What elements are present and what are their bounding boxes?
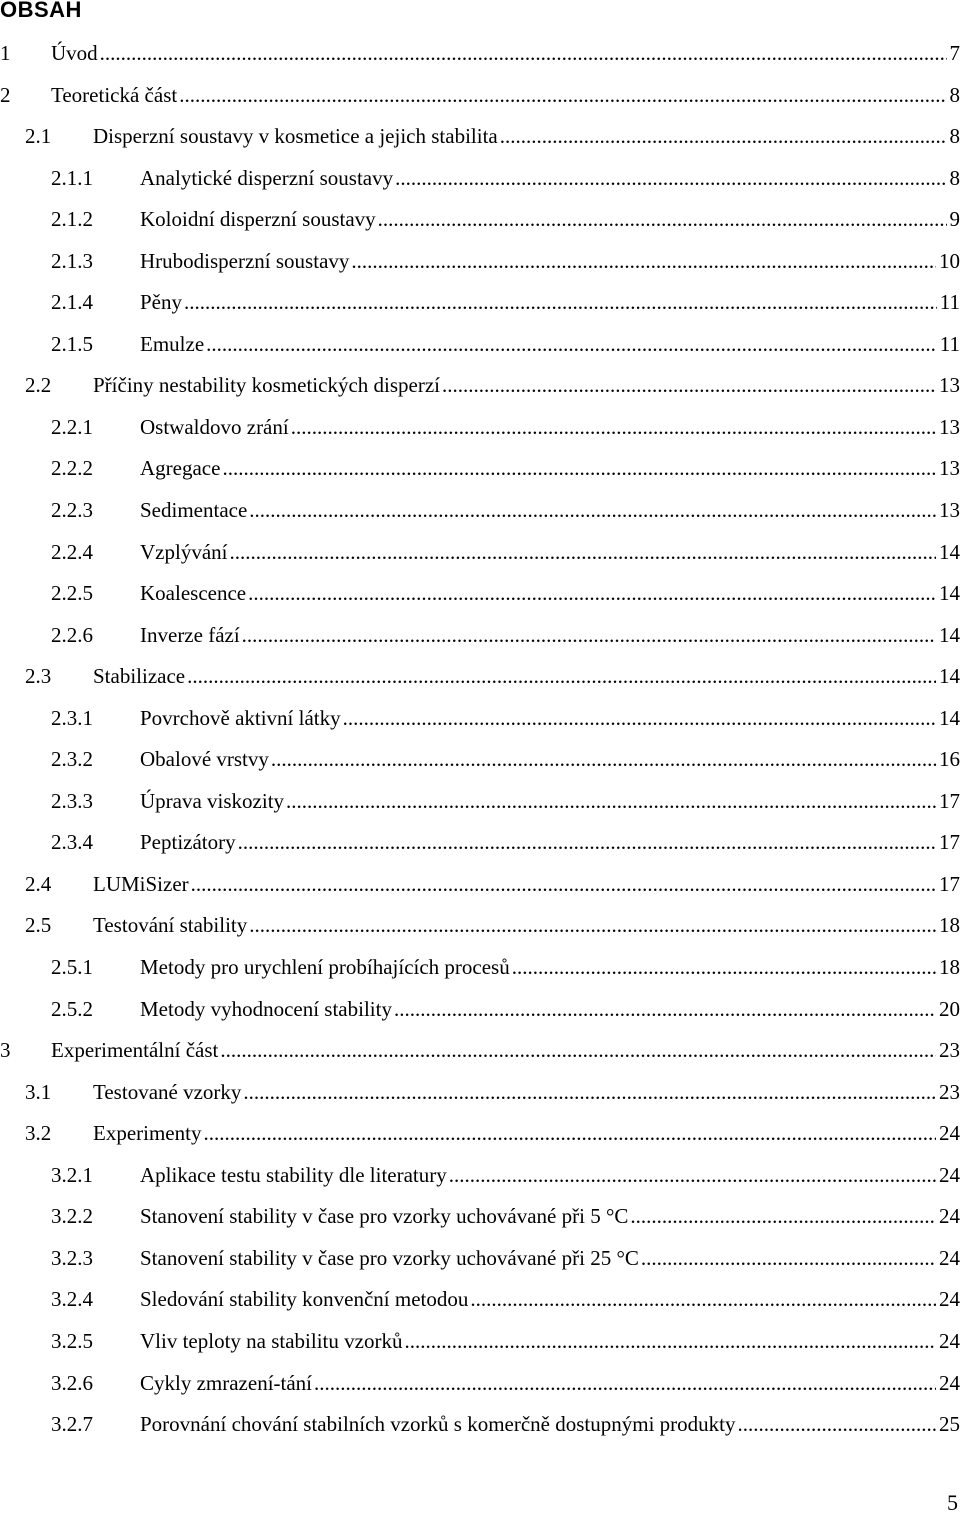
toc-entry-line: [93, 656, 960, 698]
toc-entry-line: [140, 739, 960, 781]
toc-entry-line: [140, 615, 960, 657]
toc-entry-line: [140, 448, 960, 490]
toc-entry-page: 8: [949, 82, 960, 107]
toc-entry[interactable]: [0, 739, 960, 781]
toc-entry-number: 3: [0, 1038, 11, 1063]
toc-entry-page: 24: [939, 1204, 960, 1229]
toc-dot-leader: [404, 1321, 936, 1363]
toc-entry-number: 2.3.4: [51, 830, 93, 855]
toc-entry[interactable]: [0, 532, 960, 574]
toc-entry[interactable]: [0, 448, 960, 490]
toc-entry-page: 7: [949, 41, 960, 65]
toc-entry-line: [140, 1238, 960, 1280]
toc-entry-label: Testování stability: [93, 913, 248, 938]
toc-dot-leader: [100, 33, 947, 75]
toc-entry-page: 18: [939, 955, 960, 980]
toc-entry-line: [51, 1030, 960, 1072]
toc-entry[interactable]: [0, 490, 960, 532]
toc-dot-leader: [187, 656, 936, 698]
toc-entry-number: 2.1.4: [51, 290, 93, 315]
toc-entry-page: 24: [939, 1370, 960, 1395]
toc-entry-number: 2.2.5: [51, 581, 93, 606]
toc-entry[interactable]: [0, 615, 960, 657]
toc-entry-number: 2.3.1: [51, 705, 93, 730]
toc-entry-number: 3.2.1: [51, 1162, 93, 1187]
toc-entry-line: [140, 1363, 960, 1405]
toc-entry-number: 2: [0, 82, 11, 107]
toc-entry-number: 3.2.5: [51, 1328, 93, 1353]
toc-entry-number: 2.1.3: [51, 248, 93, 273]
toc-dot-leader: [184, 282, 937, 324]
toc-entry-number: 3.1: [25, 1079, 52, 1104]
toc-entry-page: 25: [939, 1412, 960, 1437]
toc-entry-page: 10: [939, 248, 960, 273]
toc-entry-page: 17: [939, 788, 960, 813]
toc-entry-label: Teoretická část: [51, 82, 178, 107]
toc-entry-page: 17: [939, 871, 960, 896]
toc-entry-line: [140, 532, 960, 574]
toc-entry-label: Peptizátory: [140, 830, 236, 855]
toc-entry-page: 13: [939, 456, 960, 481]
toc-dot-leader: [238, 822, 936, 864]
toc-entry-number: 3.2.3: [51, 1245, 93, 1270]
toc-dot-leader: [206, 324, 937, 366]
toc-entry-label: Obalové vrstvy: [140, 747, 269, 772]
toc-entry-line: [51, 75, 960, 117]
toc-entry[interactable]: [0, 1279, 960, 1321]
toc-entry-label: Koloidní disperzní soustavy: [140, 207, 376, 232]
toc-entry-line: [93, 1072, 960, 1114]
toc-entry-label: Aplikace testu stability dle literatury: [140, 1162, 447, 1187]
toc-entry-number: 2.5.2: [51, 996, 93, 1021]
page-number: 5: [947, 1490, 958, 1515]
toc-dot-leader: [512, 947, 936, 989]
toc-entry-page: 11: [939, 331, 960, 356]
toc-entry-line: [140, 407, 960, 449]
toc-entry-page: 24: [939, 1162, 960, 1187]
toc-entry-page: 13: [939, 373, 960, 398]
toc-entry[interactable]: [0, 1155, 960, 1197]
toc-entry[interactable]: [0, 116, 960, 158]
toc-dot-leader: [449, 1155, 936, 1197]
toc-entry-label: Cykly zmrazení-tání: [140, 1370, 313, 1395]
toc-dot-leader: [220, 1030, 936, 1072]
toc-entry-page: 14: [939, 581, 960, 606]
toc-dot-leader: [378, 199, 947, 241]
toc-entry-line: [93, 864, 960, 906]
toc-entry[interactable]: [0, 407, 960, 449]
toc-entry-label: Vzplývání: [140, 539, 228, 564]
toc-entry-number: 2.2: [25, 373, 52, 398]
toc-entry-number: 1: [0, 41, 11, 65]
toc-entry-number: 2.3: [25, 664, 52, 689]
toc-entry-number: 2.1.5: [51, 331, 93, 356]
toc-entry[interactable]: [0, 1238, 960, 1280]
toc-entry-label: Stanovení stability v čase pro vzorky uchovávané při 25 °C: [140, 1245, 639, 1270]
toc-entry-page: 17: [939, 830, 960, 855]
toc-entry-label: LUMiSizer: [93, 871, 189, 896]
toc-entry-line: [140, 947, 960, 989]
toc-entry-label: Metody vyhodnocení stability: [140, 996, 392, 1021]
toc-entry-number: 2.1: [25, 124, 52, 149]
toc-entry-label: Experimentální část: [51, 1038, 219, 1063]
toc-entry-label: Testované vzorky: [93, 1079, 242, 1104]
toc-entry-label: Emulze: [140, 331, 205, 356]
toc-entry-page: 8: [949, 124, 960, 149]
toc-entry-page: 14: [939, 539, 960, 564]
toc-entry[interactable]: [0, 656, 960, 698]
toc-entry-label: Úvod: [51, 41, 98, 65]
toc-entry-page: 16: [939, 747, 960, 772]
toc-entry-label: Metody pro urychlení probíhajících procesů: [140, 955, 510, 980]
toc-entry[interactable]: [0, 158, 960, 200]
toc-entry[interactable]: [0, 698, 960, 740]
toc-entry-number: 2.1.2: [51, 207, 93, 232]
toc-entry-label: Agregace: [140, 456, 221, 481]
toc-entry[interactable]: [0, 1196, 960, 1238]
toc-entry-page: 24: [939, 1121, 960, 1146]
toc-list: [0, 33, 960, 1446]
toc-entry-line: [140, 1155, 960, 1197]
toc-title: OBSAH: [0, 0, 82, 22]
toc-dot-leader: [242, 615, 936, 657]
toc-entry-number: 2.3.3: [51, 788, 93, 813]
toc-entry-label: Hrubodisperzní soustavy: [140, 248, 350, 273]
toc-entry[interactable]: [0, 781, 960, 823]
toc-entry[interactable]: [0, 1113, 960, 1155]
toc-entry-label: Sledování stability konvenční metodou: [140, 1287, 469, 1312]
toc-entry-line: [93, 1113, 960, 1155]
toc-entry-number: 2.2.4: [51, 539, 93, 564]
toc-entry-page: 13: [939, 498, 960, 523]
toc-entry-number: 2.1.1: [51, 165, 93, 190]
toc-entry-label: Stabilizace: [93, 664, 186, 689]
toc-entry[interactable]: [0, 365, 960, 407]
toc-entry-page: 11: [939, 290, 960, 315]
toc-entry-line: [140, 573, 960, 615]
toc-entry-page: 13: [939, 414, 960, 439]
toc-entry-page: 9: [949, 207, 960, 232]
toc-entry-page: 23: [939, 1038, 960, 1063]
toc-dot-leader: [203, 1113, 936, 1155]
toc-entry-line: [140, 1279, 960, 1321]
toc-entry-page: 14: [939, 705, 960, 730]
toc-entry-line: [140, 989, 960, 1031]
toc-entry-number: 2.2.1: [51, 414, 93, 439]
toc-dot-leader: [286, 781, 936, 823]
toc-entry[interactable]: [0, 282, 960, 324]
toc-entry[interactable]: [0, 864, 960, 906]
toc-entry[interactable]: [0, 33, 960, 75]
toc-entry[interactable]: [0, 1404, 960, 1446]
toc-dot-leader: [630, 1196, 936, 1238]
toc-entry-number: 3.2.7: [51, 1412, 93, 1437]
toc-dot-leader: [351, 241, 936, 283]
toc-entry-number: 3.2.6: [51, 1370, 93, 1395]
toc-entry-line: [140, 199, 960, 241]
toc-entry-line: [51, 33, 960, 75]
toc-entry-line: [93, 116, 960, 158]
toc-entry-line: [140, 490, 960, 532]
toc-entry-number: 2.5: [25, 913, 52, 938]
toc-entry-page: 23: [939, 1079, 960, 1104]
toc-entry-label: Povrchově aktivní látky: [140, 705, 341, 730]
toc-dot-leader: [470, 1279, 936, 1321]
toc-entry-number: 3.2.4: [51, 1287, 93, 1312]
toc-entry[interactable]: [0, 947, 960, 989]
toc-entry-line: [140, 241, 960, 283]
toc-entry-number: 3.2.2: [51, 1204, 93, 1229]
toc-entry-number: 2.2.2: [51, 456, 93, 481]
toc-entry-label: Analytické disperzní soustavy: [140, 165, 394, 190]
toc-entry-page: 20: [939, 996, 960, 1021]
toc-entry-number: 2.4: [25, 871, 52, 896]
toc-dot-leader: [291, 407, 936, 449]
toc-dot-leader: [738, 1404, 937, 1446]
toc-entry-number: 2.2.6: [51, 622, 93, 647]
toc-dot-leader: [249, 490, 936, 532]
toc-entry-line: [140, 822, 960, 864]
toc-entry-line: [93, 905, 960, 947]
toc-entry[interactable]: [0, 324, 960, 366]
toc-entry[interactable]: [0, 1321, 960, 1363]
toc-entry-page: 24: [939, 1245, 960, 1270]
toc-entry-number: 2.5.1: [51, 955, 93, 980]
toc-entry-line: [140, 1404, 960, 1446]
toc-dot-leader: [179, 75, 946, 117]
toc-entry-number: 2.3.2: [51, 747, 93, 772]
toc-entry-line: [140, 158, 960, 200]
toc-entry[interactable]: [0, 573, 960, 615]
toc-entry-line: [140, 698, 960, 740]
toc-entry[interactable]: [0, 241, 960, 283]
toc-entry[interactable]: [0, 989, 960, 1031]
toc-entry-label: Úprava viskozity: [140, 788, 285, 813]
toc-entry-line: [140, 1321, 960, 1363]
toc-entry-label: Stanovení stability v čase pro vzorky uchovávané při 5 °C: [140, 1204, 629, 1229]
toc-dot-leader: [243, 1072, 936, 1114]
toc-entry-label: Inverze fází: [140, 622, 240, 647]
toc-entry-page: 24: [939, 1328, 960, 1353]
toc-entry-page: 24: [939, 1287, 960, 1312]
toc-entry-line: [140, 324, 960, 366]
toc-entry-label: Ostwaldovo zrání: [140, 414, 289, 439]
toc-dot-leader: [343, 698, 936, 740]
toc-dot-leader: [394, 989, 936, 1031]
toc-dot-leader: [248, 573, 936, 615]
toc-dot-leader: [229, 532, 936, 574]
toc-dot-leader: [249, 905, 936, 947]
toc-dot-leader: [314, 1363, 936, 1405]
toc-entry-label: Vliv teploty na stabilitu vzorků: [140, 1328, 403, 1353]
toc-entry[interactable]: [0, 1030, 960, 1072]
toc-entry-label: Pěny: [140, 290, 182, 315]
toc-entry-line: [140, 781, 960, 823]
toc-entry[interactable]: [0, 822, 960, 864]
toc-entry-number: 2.2.3: [51, 498, 93, 523]
toc-entry-page: 18: [939, 913, 960, 938]
toc-dot-leader: [500, 116, 947, 158]
toc-entry[interactable]: [0, 75, 960, 117]
toc-dot-leader: [442, 365, 936, 407]
toc-entry-label: Porovnání chování stabilních vzorků s komerčně dostupnými produkty: [140, 1412, 736, 1437]
toc-entry[interactable]: [0, 905, 960, 947]
toc-dot-leader: [222, 448, 936, 490]
toc-entry-line: [140, 282, 960, 324]
toc-entry-page: 14: [939, 622, 960, 647]
toc-entry-label: Koalescence: [140, 581, 247, 606]
toc-entry-label: Experimenty: [93, 1121, 202, 1146]
toc-dot-leader: [395, 158, 946, 200]
toc-entry-line: [93, 365, 960, 407]
toc-entry-page: 8: [949, 165, 960, 190]
toc-dot-leader: [191, 864, 936, 906]
toc-dot-leader: [271, 739, 936, 781]
toc-entry-number: 3.2: [25, 1121, 52, 1146]
toc-dot-leader: [641, 1238, 936, 1280]
toc-entry-label: Disperzní soustavy v kosmetice a jejich stabilita: [93, 124, 498, 149]
toc-entry[interactable]: [0, 199, 960, 241]
toc-entry-label: Sedimentace: [140, 498, 248, 523]
toc-entry-label: Příčiny nestability kosmetických disperzí: [93, 373, 441, 398]
toc-entry[interactable]: [0, 1363, 960, 1405]
toc-entry-line: [140, 1196, 960, 1238]
toc-entry-page: 14: [939, 664, 960, 689]
toc-entry[interactable]: [0, 1072, 960, 1114]
